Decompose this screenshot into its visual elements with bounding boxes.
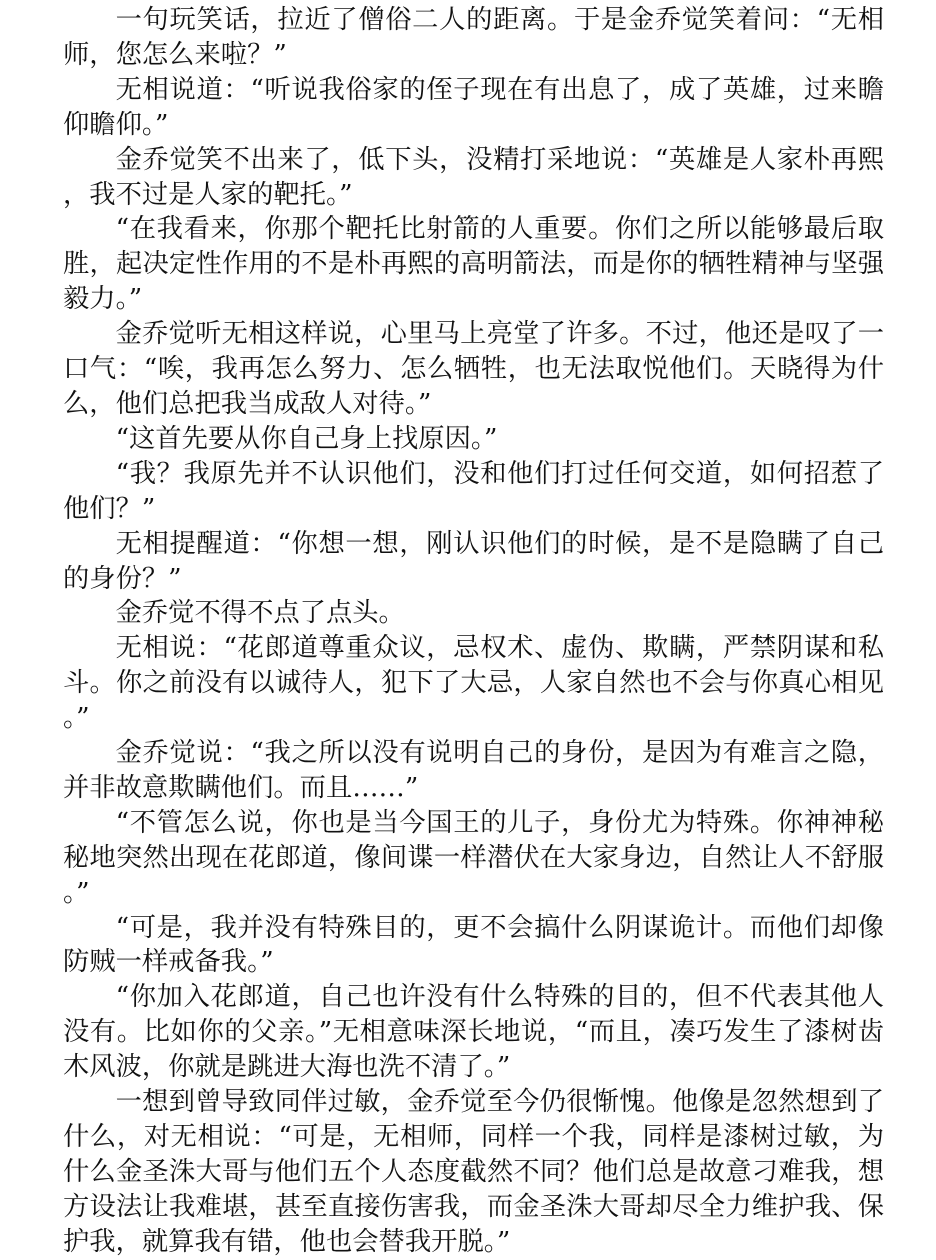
paragraph-6: “这首先要从你自己身上找原因。” <box>115 423 498 454</box>
paragraph-5: 金乔觉听无相这样说，心里马上亮堂了许多。不过，他还是叹了一口气：“唉，我再怎么努力、怎么牺牲，也无法取悦他们。天晓得为什么，他们总把我当成敌人对待。” <box>63 319 884 419</box>
paragraph-11: 金乔觉说：“我之所以没有说明自己的身份，是因为有难言之隐，并非故意欺瞒他们。而且……” <box>63 738 884 803</box>
paragraph-1: 一句玩笑话，拉近了僧俗二人的距离。于是金乔觉笑着问：“无相师，您怎么来啦？” <box>63 5 884 70</box>
paragraph-9: 金乔觉不得不点了点头。 <box>115 598 405 629</box>
paragraph-14: “你加入花郎道，自己也许没有什么特殊的目的，但不代表其他人没有。比如你的父亲。”无相意味深长地说，“而且，凑巧发生了漆树齿木风波，你就是跳进大海也洗不清了。” <box>63 982 884 1083</box>
paragraph-7: “我？我原先并不认识他们，没和他们打过任何交道，如何招惹了他们？” <box>63 458 884 524</box>
paragraph-4: “在我看来，你那个靶托比射箭的人重要。你们之所以能够最后取胜，起决定性作用的不是朴再熙的高明箭法，而是你的牺牲精神与坚强毅力。” <box>63 214 884 315</box>
paragraph-3: 金乔觉笑不出来了，低下头，没精打采地说：“英雄是人家朴再熙，我不过是人家的靶托。” <box>63 144 884 210</box>
paragraph-12: “不管怎么说，你也是当今国王的儿子，身份尤为特殊。你神神秘秘地突然出现在花郎道，像间谍一样潜伏在大家身边，自然让人不舒服。” <box>63 807 884 908</box>
paragraph-10: 无相说：“花郎道尊重众议，忌权术、虚伪、欺瞒，严禁阴谋和私斗。你之前没有以诚待人，犯下了大忌，人家自然也不会与你真心相见。” <box>63 633 884 734</box>
paragraph-13: “可是，我并没有特殊目的，更不会搞什么阴谋诡计。而他们却像防贼一样戒备我。” <box>63 912 884 978</box>
paragraph-8: 无相提醒道：“你想一想，刚认识他们的时候，是不是隐瞒了自己的身份？” <box>63 528 884 594</box>
paragraph-15: 一想到曾导致同伴过敏，金乔觉至今仍很惭愧。他像是忽然想到了什么，对无相说：“可是，无相师，同样一个我，同样是漆树过敏，为什么金圣洙大哥与他们五个人态度截然不同？他们总是故意刁难我，想方设法让我难堪，甚至直接伤害我，而金圣洙大哥却尽全力维护我、保护我，就算我有错，他也会替我开脱。” <box>63 1087 884 1257</box>
paragraph-2: 无相说道：“听说我俗家的侄子现在有出息了，成了英雄，过来瞻仰瞻仰。” <box>63 74 884 140</box>
